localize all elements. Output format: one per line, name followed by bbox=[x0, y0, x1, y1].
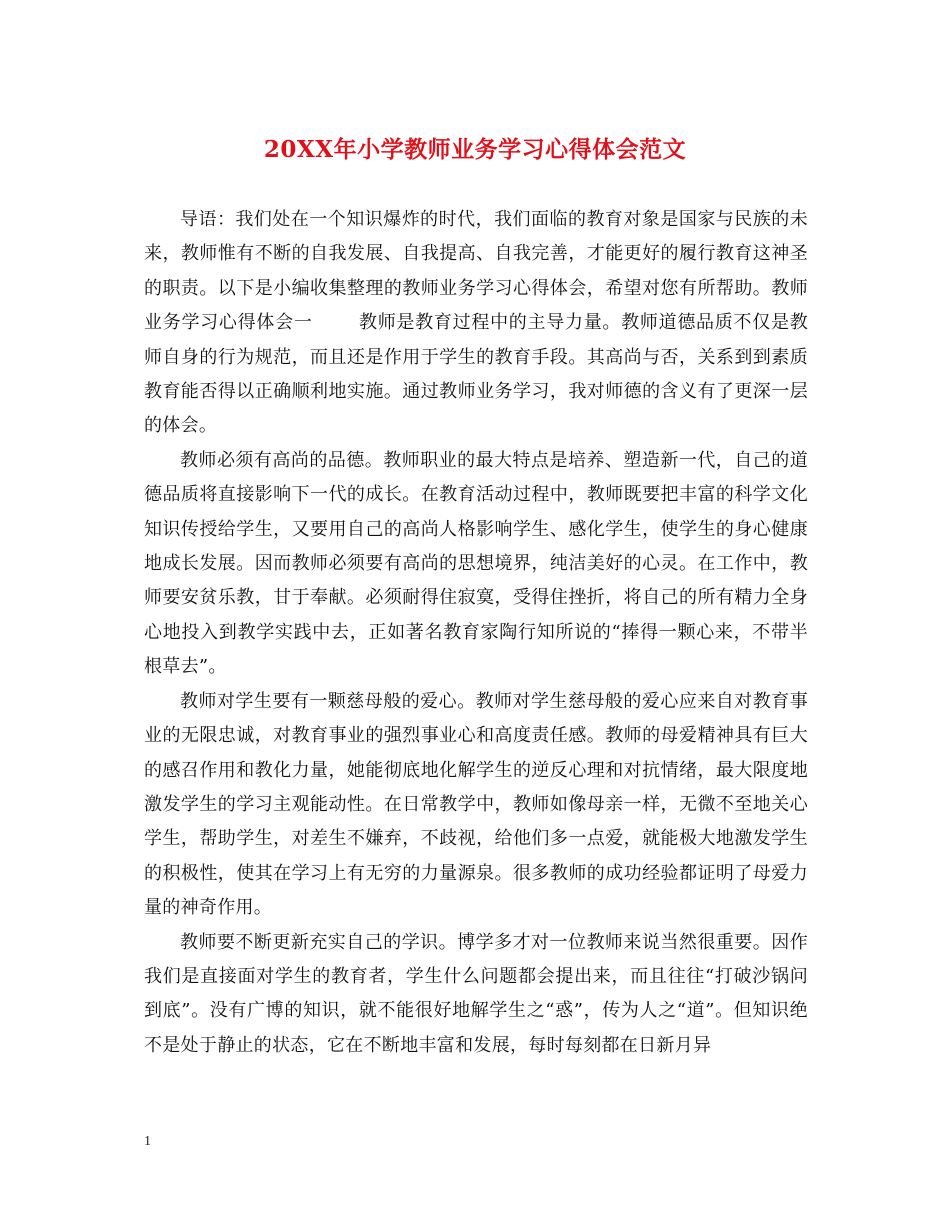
document-body bbox=[144, 203, 808, 1063]
paragraph-3: 教师对学生要有一颗慈母般的爱心。教师对学生慈母般的爱心应来自对教育事业的无限忠诚，对教育事业的强烈事业心和高度责任感。教师的母爱精神具有巨大的感召作用和教化力量，她能彻底地化解学生的逆反心理和对抗情绪，最大限度地激发学生的学习主观能动性。在日常教学中，教师如像母亲一样，无微不至地关心学生，帮助学生，对差生不嫌弃，不歧视，给他们多一点爱，就能极大地激发学生的积极性，使其在学习上有无穷的力量源泉。很多教师的成功经验都证明了母爱力量的神奇作用。 bbox=[144, 690, 808, 919]
intro-text: 导语：我们处在一个知识爆炸的时代，我们面临的教育对象是国家与民族的未来，教师惟有不断的自我发展、自我提高、自我完善，才能更好的履行教育这神圣的职责。以下是小编收集整理的教师业务学习心得体会，希望对您有所帮助。 bbox=[144, 209, 808, 299]
page-number: 1 bbox=[144, 1134, 151, 1149]
paragraph-2: 教师必须有高尚的品德。教师职业的最大特点是培养、塑造新一代，自己的道德品质将直接影响下一代的成长。在教育活动过程中，教师既要把丰富的科学文化知识传授给学生，又要用自己的高尚人格影响学生、感化学生，使学生的身心健康地成长发展。因而教师必须要有高尚的思想境界，纯洁美好的心灵。在工作中，教师要安贫乐教，甘于奉献。必须耐得住寂寞，受得住挫折，将自己的所有精力全身心地投入到教学实践中去，正如著名教育家陶行知所说的“捧得一颗心来，不带半根草去”。 bbox=[144, 449, 808, 678]
document-title: 20XX年小学教师业务学习心得体会范文 bbox=[263, 136, 687, 163]
section-first-text: 教师是教育过程中的主导力量。教师道德品质不仅是教师自身的行为规范，而且还是作用于学生的教育手段。其高尚与否，关系到到素质教育能否得以正确顺利地实施。通过教师业务学习，我对师德的含义有了更深一层的体会。 bbox=[144, 312, 808, 437]
section-heading: 教师业务学习心得体会一 bbox=[144, 277, 808, 334]
paragraph-4: 教师要不断更新充实自己的学识。博学多才对一位教师来说当然很重要。因作我们是直接面对学生的教育者，学生什么问题都会提出来，而且往往“打破沙锅问到底”。没有广博的知识，就不能很好地解学生之“惑”，传为人之“道”。但知识绝不是处于静止的状态，它在不断地丰富和发展，每时每刻都在日新月异 bbox=[144, 931, 808, 1056]
intro-paragraph bbox=[144, 203, 808, 444]
